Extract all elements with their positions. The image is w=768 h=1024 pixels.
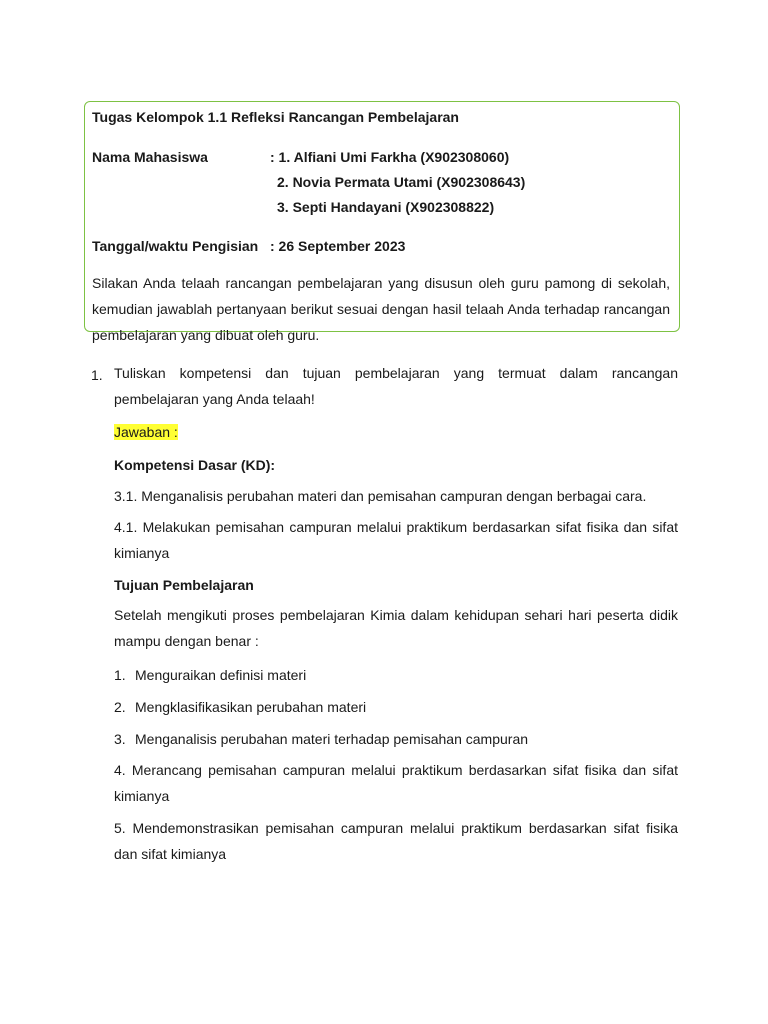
tp-item-2-number: 2.	[114, 699, 126, 715]
member-1: : 1. Alfiani Umi Farkha (X902308060)	[270, 149, 510, 165]
tp-item-3-number: 3.	[114, 731, 126, 747]
question-number: 1.	[91, 367, 103, 383]
member-3: 3. Septi Handayani (X902308822)	[277, 199, 495, 215]
tp-heading: Tujuan Pembelajaran	[114, 577, 254, 593]
tp-intro: Setelah mengikuti proses pembelajaran Kimia dalam kehidupan sehari hari peserta didik mampu dengan benar :	[114, 607, 678, 649]
answer-label-highlight: Jawaban :	[114, 424, 178, 440]
assignment-info-box	[84, 101, 680, 343]
nama-label: Nama Mahasiswa	[92, 149, 208, 165]
kd-item-2: 4.1. Melakukan pemisahan campuran melalui praktikum berdasarkan sifat fisika dan sifat kimianya	[114, 519, 678, 561]
instruction-paragraph: Silakan Anda telaah rancangan pembelajaran yang disusun oleh guru pamong di sekolah, kemudian jawablah pertanyaan berikut sesuai dengan hasil telaah Anda terhadap rancangan pembelajaran yang dibuat oleh guru.	[92, 275, 670, 343]
answer-label	[114, 424, 178, 440]
question-text: Tuliskan kompetensi dan tujuan pembelajaran yang termuat dalam rancangan pembelajaran yang Anda telaah!	[114, 365, 678, 407]
tanggal-value: : 26 September 2023	[270, 238, 406, 254]
tp-item-3-text: Menganalisis perubahan materi terhadap pemisahan campuran	[135, 731, 529, 747]
tp-item-2-text: Mengklasifikasikan perubahan materi	[135, 699, 367, 715]
kd-item-1: 3.1. Menganalisis perubahan materi dan pemisahan campuran dengan berbagai cara.	[114, 488, 647, 504]
kd-heading: Kompetensi Dasar (KD):	[114, 457, 276, 473]
member-2: 2. Novia Permata Utami (X902308643)	[277, 174, 526, 190]
tp-item-4: 4. Merancang pemisahan campuran melalui praktikum berdasarkan sifat fisika dan sifat kimianya	[114, 762, 678, 804]
assignment-title: Tugas Kelompok 1.1 Refleksi Rancangan Pembelajaran	[92, 109, 459, 125]
tp-item-1-text: Menguraikan definisi materi	[135, 667, 307, 683]
tp-item-1-number: 1.	[114, 667, 126, 683]
tanggal-label: Tanggal/waktu Pengisian	[92, 238, 259, 254]
tp-item-5: 5. Mendemonstrasikan pemisahan campuran melalui praktikum berdasarkan sifat fisika dan sifat kimianya	[114, 820, 678, 862]
